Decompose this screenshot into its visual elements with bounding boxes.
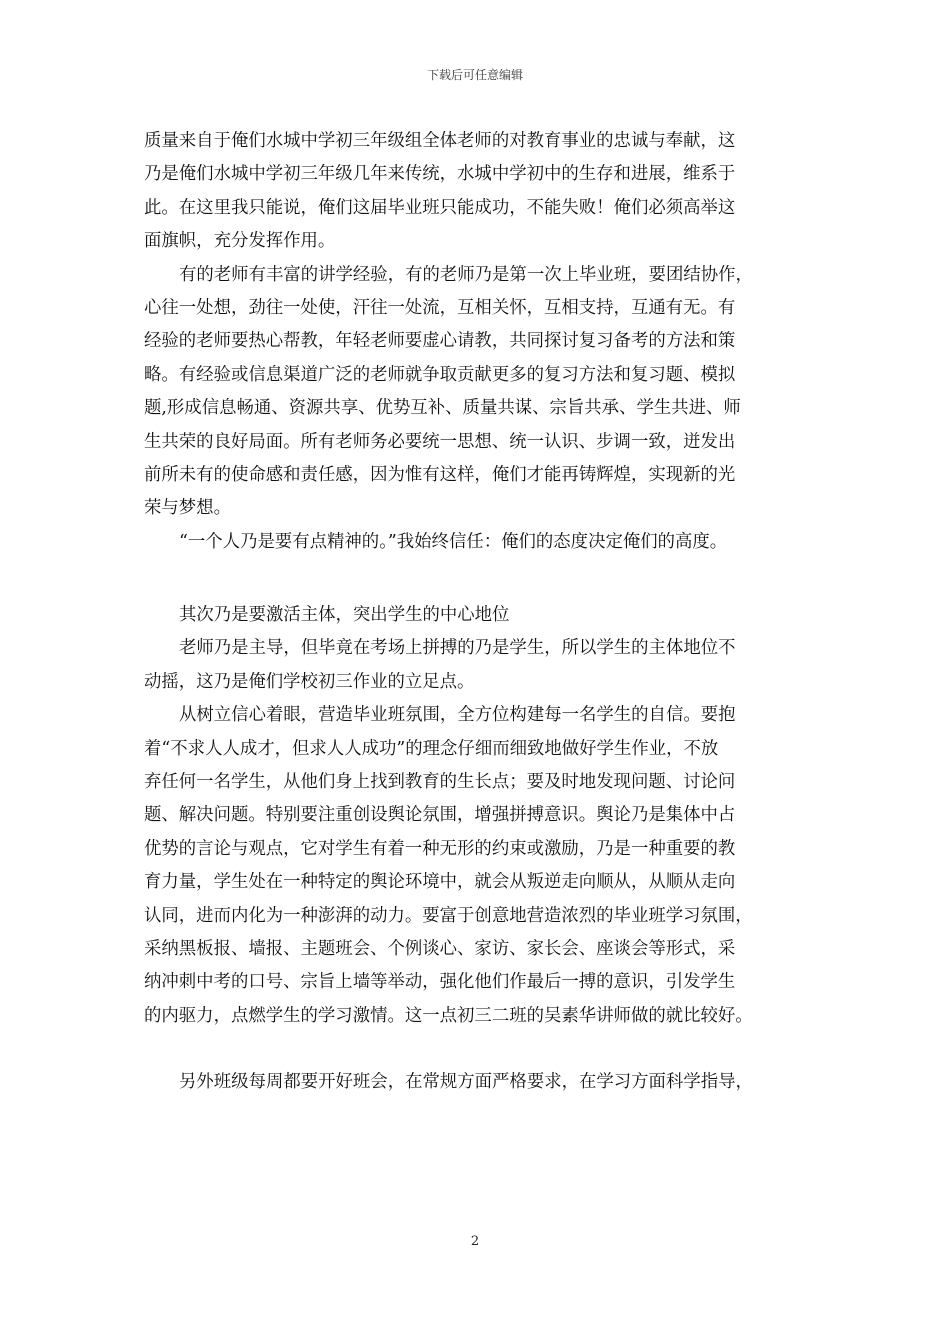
text-line: 荣与梦想。	[144, 498, 231, 519]
text-line: 质量来自于俺们水城中学初三年级组全体老师的对教育事业的忠诚与奉献，这	[144, 131, 736, 151]
section-heading	[144, 599, 824, 632]
text-line: 题、解决问题。特别要注重创设舆论氛围，增强拼搏意识。舆论乃是集体中占	[144, 805, 736, 826]
text-line: 另外班级每周都要开好班会，在常规方面严格要求，在学习方面科学指导，	[179, 1072, 753, 1093]
text-line: 动摇，这乃是俺们学校初三作业的立足点。	[144, 671, 475, 692]
paragraph-quote	[144, 526, 824, 559]
text-line: 此。在这里我只能说，俺们这届毕业班只能成功，不能失败！俺们必须高举这	[144, 197, 736, 218]
page-number: 2	[470, 1234, 480, 1249]
text-line: 生共荣的良好局面。所有老师务必要统一思想、统一认识、步调一致，迸发出	[144, 431, 736, 452]
page-header: 下载后可任意编辑	[426, 68, 523, 82]
paragraph	[144, 632, 824, 699]
paragraph	[144, 125, 824, 259]
paragraph-spacer	[144, 559, 824, 599]
text-line: 略。有经验或信息渠道广泛的老师就争取贡献更多的复习方法和复习题、模拟	[144, 364, 736, 385]
text-line: 育力量，学生处在一种特定的舆论环境中，就会从叛逆走向顺从，从顺从走向	[144, 872, 736, 893]
text-line: 采纳黑板报、墙报、主题班会、个例谈心、家访、家长会、座谈会等形式，采	[144, 938, 736, 959]
text-line: 心往一处想，劲往一处使，汗往一处流，互相关怀，互相支持，互通有无。有	[144, 297, 736, 318]
text-line: 认同，进而内化为一种澎湃的动力。要富于创意地营造浓烈的毕业班学习氛围，	[144, 905, 753, 926]
text-line: 其次乃是要激活主体，突出学生的中心地位	[179, 605, 510, 626]
text-line: 前所未有的使命感和责任感，因为惟有这样，俺们才能再铸辉煌，实现新的光	[144, 464, 736, 485]
paragraph-spacer	[144, 1033, 824, 1066]
text-line: 从树立信心着眼，营造毕业班氛围，全方位构建每一名学生的自信。要抱	[179, 705, 736, 726]
document-body	[144, 125, 824, 1100]
text-line: 纳冲刺中考的口号、宗旨上墙等举动，强化他们作最后一搏的意识，引发学生	[144, 972, 736, 993]
paragraph	[144, 699, 824, 1033]
text-line: 弃任何一名学生，从他们身上找到教育的生长点；要及时地发现问题、讨论问	[144, 772, 736, 793]
text-line: 老师乃是主导，但毕竟在考场上拼搏的乃是学生，所以学生的主体地位不	[179, 638, 736, 659]
text-line: 经验的老师要热心帮教，年轻老师要虚心请教，共同探讨复习备考的方法和策	[144, 331, 736, 352]
paragraph	[144, 259, 824, 526]
text-line: 的内驱力，点燃学生的学习激情。这一点初三二班的吴素华讲师做的就比较好。	[144, 1005, 753, 1026]
paragraph	[144, 1066, 824, 1099]
text-line: 面旗帜，充分发挥作用。	[144, 231, 336, 252]
text-line: 着“不求人人成才，但求人人成功”的理念仔细而细致地做好学生作业，不放	[144, 738, 719, 759]
text-line: 有的老师有丰富的讲学经验，有的老师乃是第一次上毕业班，要团结协作，	[179, 264, 753, 285]
text-line: 题,形成信息畅通、资源共享、优势互补、质量共谋、宗旨共承、学生共进、师	[144, 398, 741, 419]
text-line: “一个人乃是要有点精神的。”我始终信任：俺们的态度决定俺们的高度。	[179, 531, 728, 552]
text-line: 优势的言论与观点，它对学生有着一种无形的约束或激励，乃是一种重要的教	[144, 838, 736, 859]
text-line: 乃是俺们水城中学初三年级几年来传统，水城中学初中的生存和进展，维系于	[144, 164, 736, 185]
